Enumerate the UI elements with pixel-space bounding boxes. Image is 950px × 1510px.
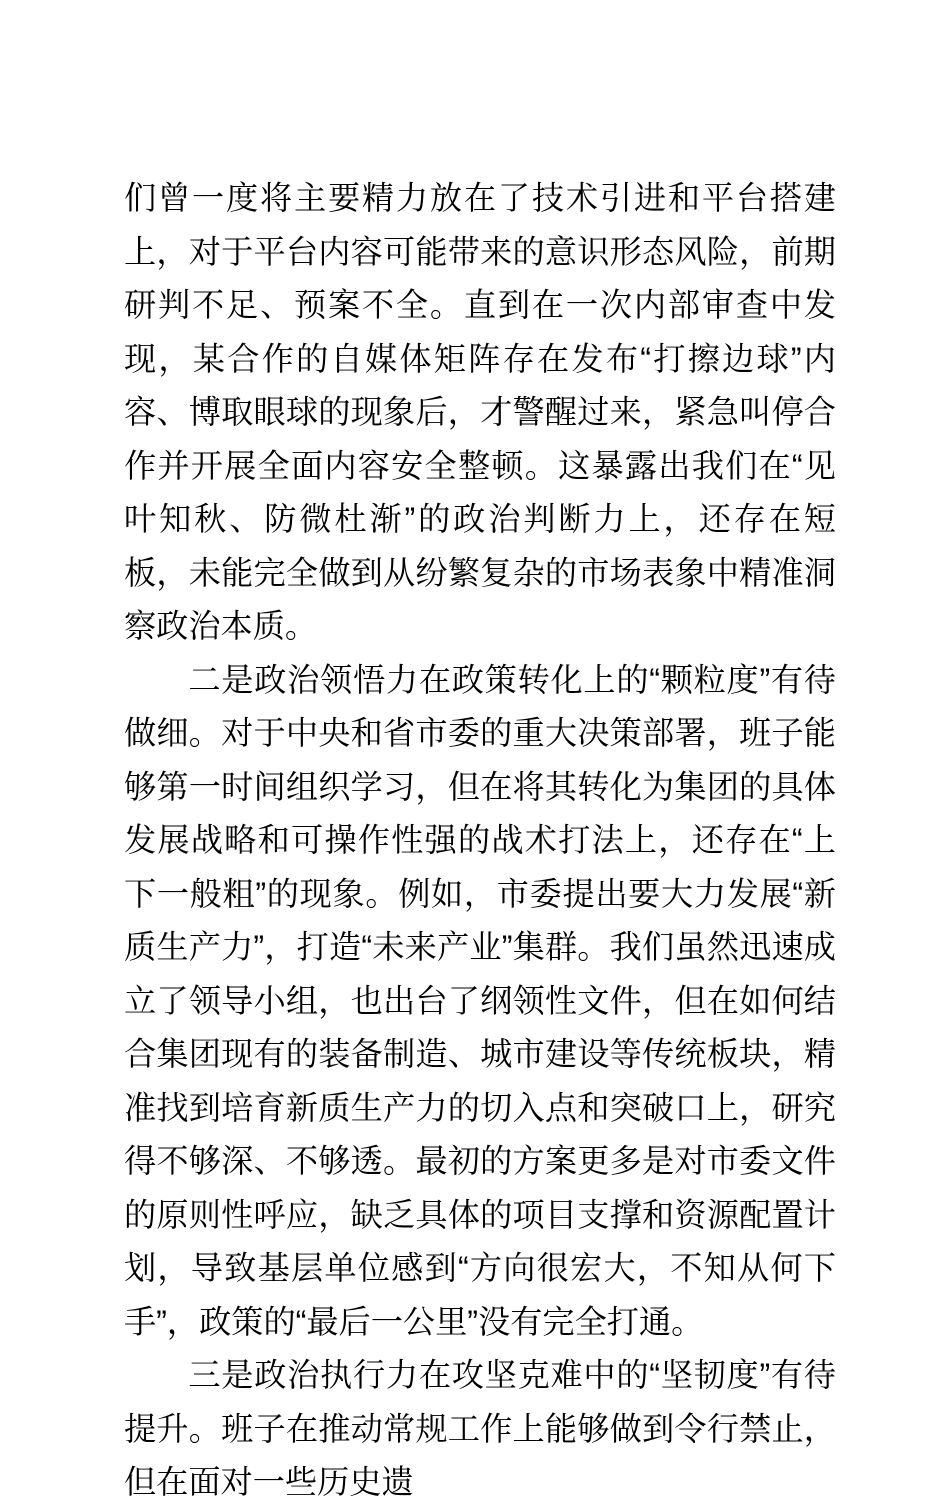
paragraph-continuation: 们曾一度将主要精力放在了技术引进和平台搭建上，对于平台内容可能带来的意识形态风险，前期研判不足、预案不全。直到在一次内部审查中发现，某合作的自媒体矩阵存在发布“打擦边球”内容、博取眼球的现象后，才警醒过来，紧急叫停合作并开展全面内容安全整顿。这暴露出我们在“见叶知秋、防微杜渐”的政治判断力上，还存在短板，未能完全做到从纷繁复杂的市场表象中精准洞察政治本质。 bbox=[124, 180, 836, 644]
document-text-body bbox=[124, 172, 836, 1510]
paragraph-second-point: 二是政治领悟力在政策转化上的“颗粒度”有待做细。对于中央和省市委的重大决策部署，班子能够第一时间组织学习，但在将其转化为集团的具体发展战略和可操作性强的战术打法上，还存在“上下一般粗”的现象。例如，市委提出要大力发展“新质生产力”，打造“未来产业”集群。我们虽然迅速成立了领导小组，也出台了纲领性文件，但在如何结合集团现有的装备制造、城市建设等传统板块，精准找到培育新质生产力的切入点和突破口上，研究得不够深、不够透。最初的方案更多是对市委文件的原则性呼应，缺乏具体的项目支撑和资源配置计划，导致基层单位感到“方向很宏大，不知从何下手”，政策的“最后一公里”没有完全打通。 bbox=[124, 661, 836, 1340]
paragraph-third-point: 三是政治执行力在攻坚克难中的“坚韧度”有待提升。班子在推动常规工作上能够做到令行禁止，但在面对一些历史遗 bbox=[124, 1357, 836, 1500]
